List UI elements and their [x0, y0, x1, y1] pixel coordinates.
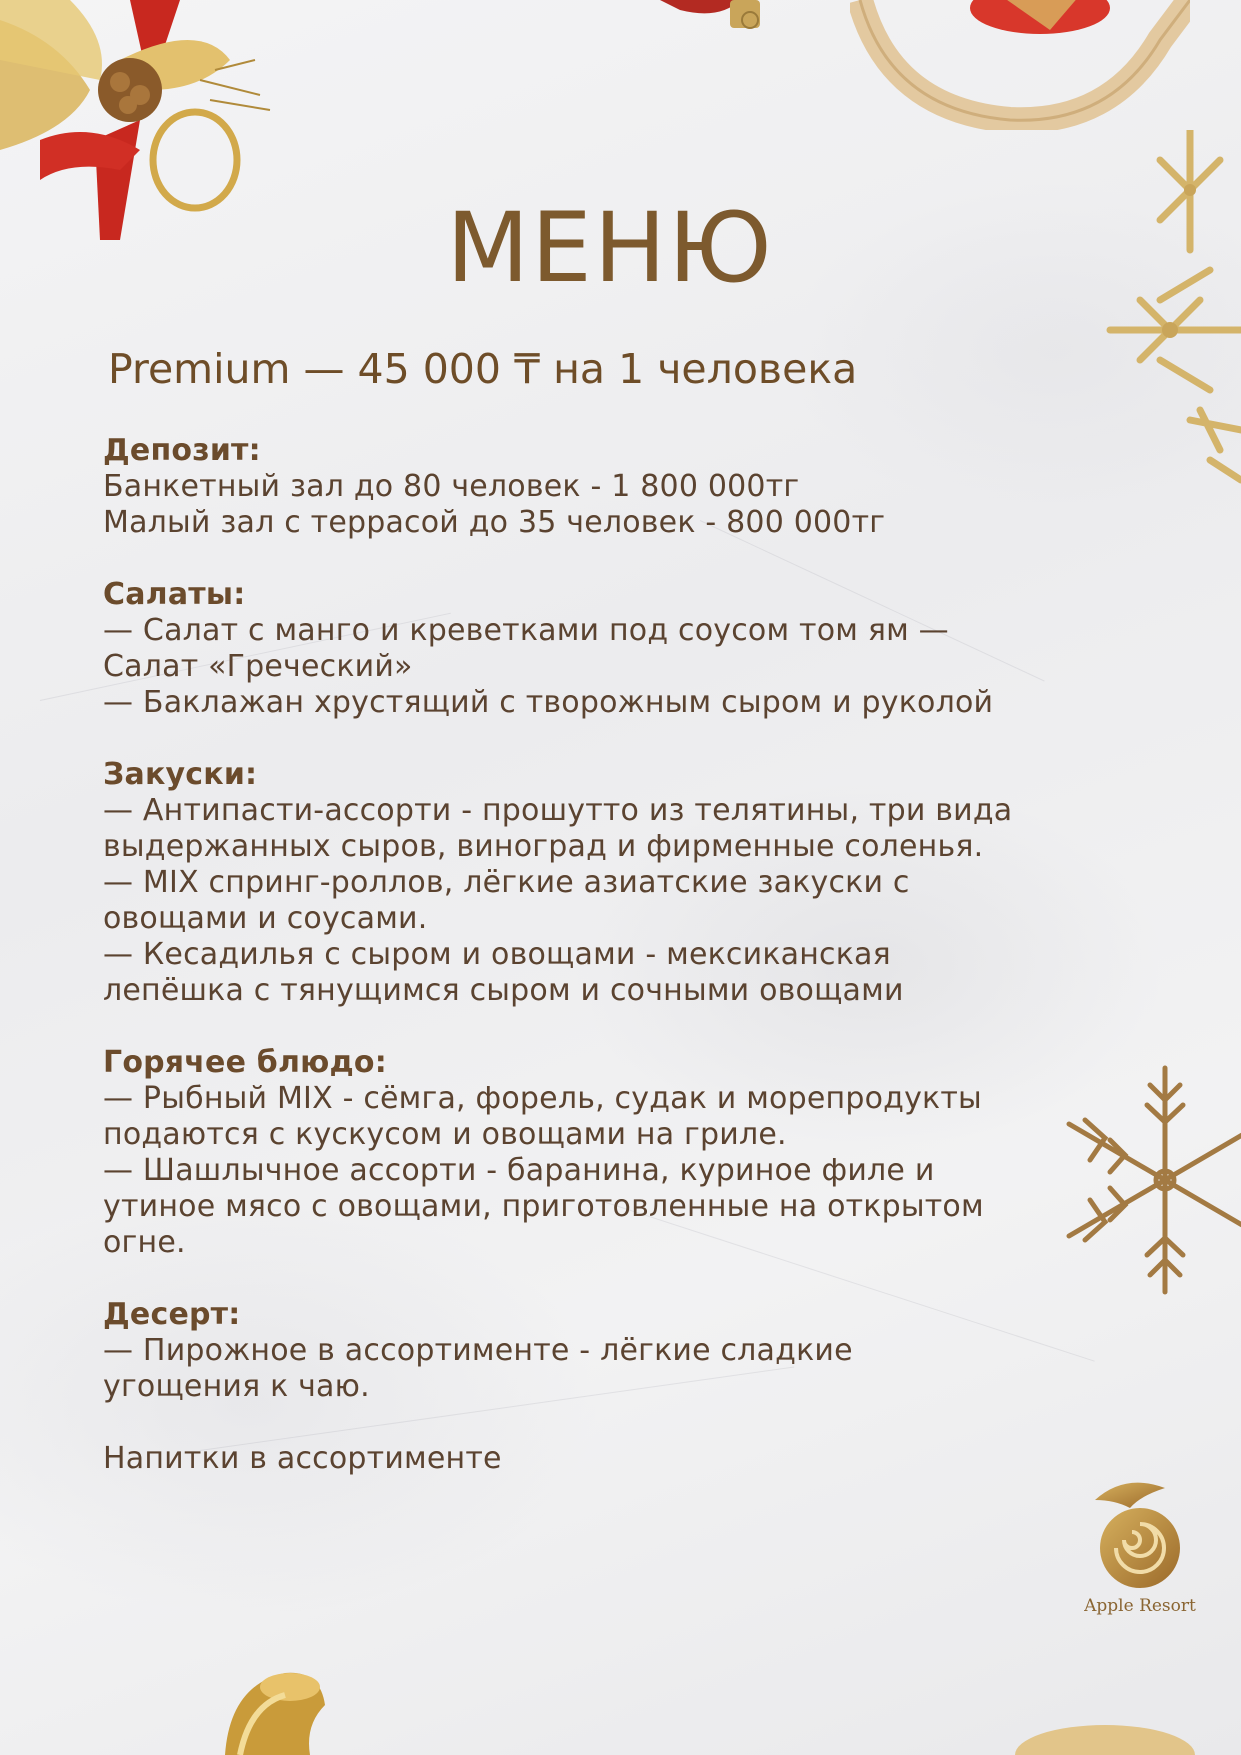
menu-line: — MIX спринг-роллов, лёгкие азиатские закуски с: [103, 865, 910, 900]
apple-swirl-logo-icon: [1085, 1478, 1195, 1593]
red-bauble-icon: [660, 0, 780, 40]
section-heading: Салаты:: [103, 577, 246, 612]
gold-bell-icon: [205, 1665, 335, 1755]
section-heading: Горячее блюдо:: [103, 1045, 387, 1080]
menu-line: Салат «Греческий»: [103, 649, 413, 684]
menu-line: — Салат с манго и креветками под соусом том ям —: [103, 613, 949, 648]
menu-line: утиное мясо с овощами, приготовленные на открытом: [103, 1189, 984, 1224]
drinks-note: Напитки в ассортименте: [103, 1441, 502, 1476]
page-title: МЕНЮ: [446, 192, 774, 304]
menu-content: [103, 433, 1163, 1477]
menu-line: — Баклажан хрустящий с творожным сыром и руколой: [103, 685, 994, 720]
menu-line: Малый зал с террасой до 35 человек - 800 000тг: [103, 505, 886, 540]
brand-name: Apple Resort: [1084, 1596, 1196, 1616]
section-hot-dish: [103, 1045, 1163, 1261]
section-heading: Депозит:: [103, 433, 261, 468]
gold-bauble-icon: [1010, 1715, 1200, 1755]
menu-line: — Рыбный MIX - сёмга, форель, судак и морепродукты: [103, 1081, 982, 1116]
price-subtitle: Premium — 45 000 ₸ на 1 человека: [108, 345, 858, 393]
ribbon-icon: [850, 0, 1190, 130]
menu-line: выдержанных сыров, виноград и фирменные соленья.: [103, 829, 984, 864]
menu-line: — Антипасти-ассорти - прошутто из телятины, три вида: [103, 793, 1013, 828]
menu-line: — Шашлычное ассорти - баранина, куриное филе и: [103, 1153, 935, 1188]
menu-line: — Пирожное в ассортименте - лёгкие сладкие: [103, 1333, 853, 1368]
menu-line: овощами и соусами.: [103, 901, 428, 936]
section-deposit: [103, 433, 1163, 541]
menu-line: — Кесадилья с сыром и овощами - мексиканская: [103, 937, 891, 972]
menu-line: лепёшка с тянущимся сыром и сочными овощами: [103, 973, 904, 1008]
menu-line: огне.: [103, 1225, 186, 1260]
menu-line: угощения к чаю.: [103, 1369, 370, 1404]
section-dessert: [103, 1297, 1163, 1405]
menu-line: подаются с кускусом и овощами на гриле.: [103, 1117, 787, 1152]
menu-line: Банкетный зал до 80 человек - 1 800 000тг: [103, 469, 800, 504]
section-heading: Закуски:: [103, 757, 258, 792]
section-salads: [103, 577, 1163, 721]
section-heading: Десерт:: [103, 1297, 241, 1332]
section-appetizers: [103, 757, 1163, 1009]
